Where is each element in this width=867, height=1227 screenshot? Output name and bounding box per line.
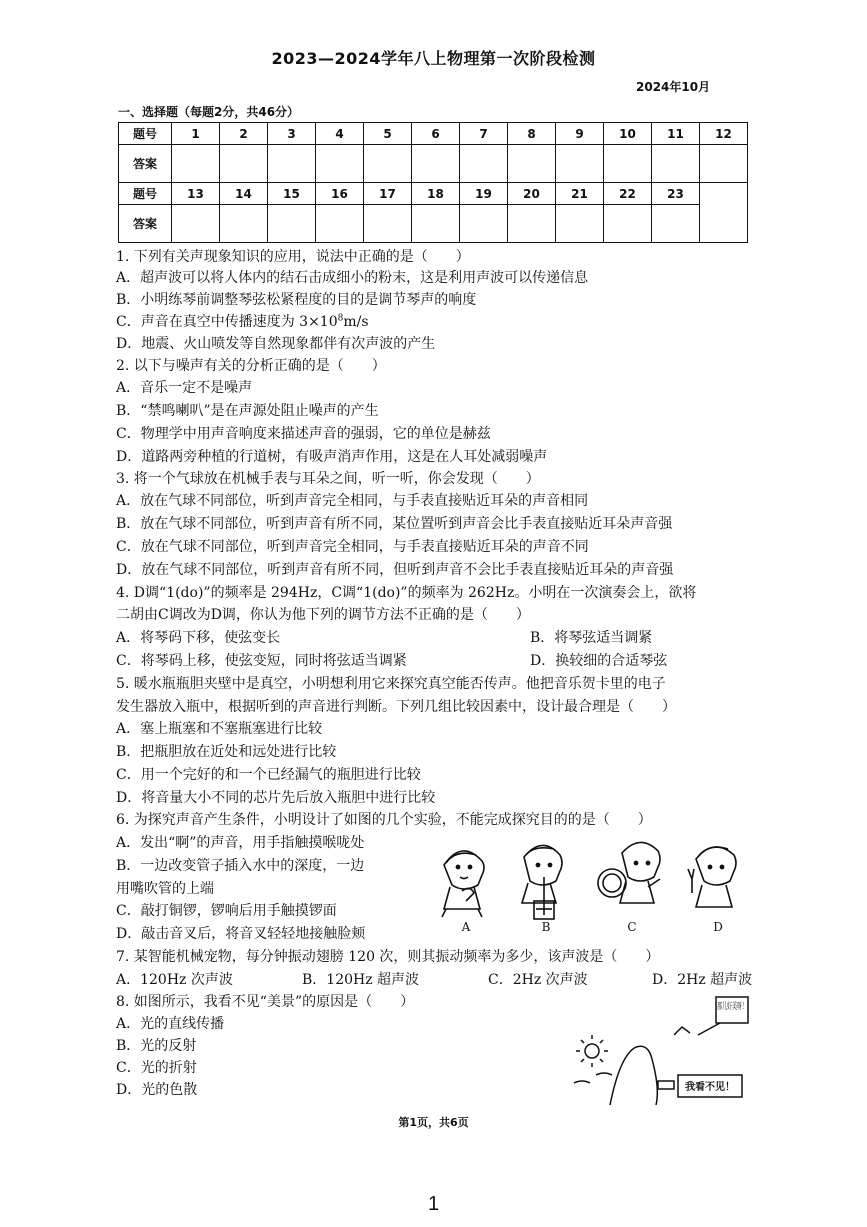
answer-cell[interactable] bbox=[556, 145, 604, 183]
question-stem-cont: 二胡由C调改为D调，你认为他下列的调节方法不正确的是（ ） bbox=[116, 607, 530, 623]
answer-cell[interactable] bbox=[460, 145, 508, 183]
option-c: C．物理学中用声音响度来描述声音的强弱，它的单位是赫兹 bbox=[116, 426, 491, 442]
answer-cell[interactable] bbox=[364, 145, 412, 183]
option-a: A．将琴码下移，使弦变长 bbox=[116, 630, 281, 646]
answer-cell[interactable] bbox=[364, 205, 412, 243]
answer-cell[interactable] bbox=[316, 145, 364, 183]
option-b: B．“禁鸣喇叭”是在声源处阻止噪声的产生 bbox=[116, 403, 379, 419]
option-d: D．光的色散 bbox=[116, 1082, 198, 1098]
option-c bbox=[116, 312, 369, 332]
table-label: 答案 bbox=[119, 205, 172, 243]
exam-date: 2024年10月 bbox=[636, 80, 711, 94]
question-stem: 2. 以下与噪声有关的分析正确的是（ ） bbox=[116, 358, 386, 374]
option-b: B．把瓶胆放在近处和远处进行比较 bbox=[116, 744, 337, 760]
option-b: B．一边改变管子插入水中的深度，一边 bbox=[116, 858, 365, 874]
answer-cell[interactable] bbox=[508, 145, 556, 183]
bubble-text-top: 那儿好美呀！ bbox=[717, 1002, 772, 1012]
figure-label-d: D bbox=[713, 920, 723, 934]
option-b: B．将琴弦适当调紧 bbox=[530, 630, 653, 646]
question-stem: 8. 如图所示，我看不见“美景”的原因是（ ） bbox=[116, 994, 415, 1010]
option-b: B．放在气球不同部位，听到声音有所不同，某位置听到声音会比手表直接贴近耳朵声音强 bbox=[116, 516, 673, 532]
answer-table bbox=[118, 122, 748, 243]
option-c: C．2Hz 次声波 bbox=[488, 972, 588, 988]
empty-cell bbox=[700, 183, 748, 243]
table-cell: 11 bbox=[652, 123, 700, 145]
option-b-cont: 用嘴吹管的上端 bbox=[116, 881, 214, 897]
option-b: B．光的反射 bbox=[116, 1038, 197, 1054]
answer-cell[interactable] bbox=[460, 205, 508, 243]
question-stem-cont: 发生器放入瓶中，根据听到的声音进行判断。下列几组比较因素中，设计最合理是（ ） bbox=[116, 699, 676, 715]
answer-cell[interactable] bbox=[700, 145, 748, 183]
answer-cell[interactable] bbox=[316, 205, 364, 243]
person-bottom bbox=[658, 1081, 674, 1089]
mountain-shape bbox=[610, 1046, 657, 1105]
option-text: C．声音在真空中传播速度为 3×10 bbox=[116, 314, 338, 330]
option-c: C．敲打铜锣，锣响后用手触摸锣面 bbox=[116, 903, 337, 919]
question-stem: 1. 下列有关声现象知识的应用，说法中正确的是（ ） bbox=[116, 249, 470, 265]
table-cell: 18 bbox=[412, 183, 460, 205]
option-a: A．音乐一定不是噪声 bbox=[116, 380, 253, 396]
table-cell: 1 bbox=[172, 123, 220, 145]
answer-cell[interactable] bbox=[652, 145, 700, 183]
water-waves bbox=[574, 1073, 612, 1083]
table-label: 答案 bbox=[119, 145, 172, 183]
question-stem: 7. 某智能机械宠物，每分钟振动翅膀 120 次，则其振动频率为多少，该声波是（ ） bbox=[116, 949, 660, 965]
answer-cell[interactable] bbox=[412, 145, 460, 183]
table-cell: 4 bbox=[316, 123, 364, 145]
option-a: A．超声波可以将人体内的结石击成细小的粉末，这是利用声波可以传递信息 bbox=[116, 270, 589, 286]
option-a: A．放在气球不同部位，听到声音完全相同，与手表直接贴近耳朵的声音相同 bbox=[116, 493, 589, 509]
table-cell: 22 bbox=[604, 183, 652, 205]
table-label: 题号 bbox=[119, 183, 172, 205]
question-stem: 4. D调“1(do)”的频率是 294Hz，C调“1(do)”的频率为 262Hz。小明在一次演奏会上，欲将 bbox=[116, 585, 697, 601]
option-d: D．将音量大小不同的芯片先后放入瓶胆中进行比较 bbox=[116, 790, 436, 806]
option-c: C．光的折射 bbox=[116, 1060, 197, 1076]
option-d: D．换较细的合适琴弦 bbox=[530, 653, 668, 669]
child-d-illustration bbox=[688, 847, 736, 907]
question-stem: 6. 为探究声音产生条件，小明设计了如图的几个实验，不能完成探究目的的是（ ） bbox=[116, 812, 652, 828]
table-cell: 9 bbox=[556, 123, 604, 145]
bubble-text-bottom: 我看不见！ bbox=[685, 1082, 735, 1093]
option-c: C．放在气球不同部位，听到声音完全相同，与手表直接贴近耳朵的声音不同 bbox=[116, 539, 589, 555]
option-a: A．发出“啊”的声音，用手指触摸喉咙处 bbox=[116, 835, 365, 851]
option-a: A．塞上瓶塞和不塞瓶塞进行比较 bbox=[116, 721, 323, 737]
table-cell: 17 bbox=[364, 183, 412, 205]
table-cell: 5 bbox=[364, 123, 412, 145]
option-c: C．用一个完好的和一个已经漏气的瓶胆进行比较 bbox=[116, 767, 421, 783]
option-b: B．小明练琴前调整琴弦松紧程度的目的是调节琴声的响度 bbox=[116, 292, 477, 308]
mountain-figure bbox=[570, 995, 772, 1107]
page-number: 1 bbox=[427, 1193, 440, 1215]
child-c-illustration bbox=[598, 842, 660, 903]
table-cell: 19 bbox=[460, 183, 508, 205]
answer-cell[interactable] bbox=[652, 205, 700, 243]
answer-cell[interactable] bbox=[172, 205, 220, 243]
section-heading: 一、选择题（每题2分，共46分） bbox=[118, 105, 300, 119]
superscript: 8 bbox=[337, 313, 344, 324]
option-d: D．地震、火山喷发等自然现象都伴有次声波的产生 bbox=[116, 336, 436, 352]
table-cell: 13 bbox=[172, 183, 220, 205]
option-d: D．放在气球不同部位，听到声音有所不同，但听到声音不会比手表直接贴近耳朵的声音强 bbox=[116, 562, 674, 578]
table-cell: 10 bbox=[604, 123, 652, 145]
answer-cell[interactable] bbox=[604, 205, 652, 243]
figure-label-c: C bbox=[627, 920, 637, 934]
child-a-illustration bbox=[442, 851, 484, 917]
option-a: A．光的直线传播 bbox=[116, 1016, 225, 1032]
table-cell: 14 bbox=[220, 183, 268, 205]
table-cell: 3 bbox=[268, 123, 316, 145]
table-row bbox=[119, 145, 748, 183]
question-stem: 3. 将一个气球放在机械手表与耳朵之间，听一听，你会发现（ ） bbox=[116, 471, 540, 487]
table-cell: 8 bbox=[508, 123, 556, 145]
option-d: D．道路两旁种植的行道树，有吸声消声作用，这是在人耳处减弱噪声 bbox=[116, 449, 548, 465]
answer-cell[interactable] bbox=[220, 205, 268, 243]
child-b-illustration bbox=[522, 845, 562, 919]
option-unit: m/s bbox=[343, 314, 369, 330]
experiment-figure bbox=[432, 835, 762, 935]
option-a: A．120Hz 次声波 bbox=[116, 972, 233, 988]
table-row bbox=[119, 205, 748, 243]
page-footer: 第1页，共6页 bbox=[398, 1116, 469, 1129]
answer-cell[interactable] bbox=[268, 205, 316, 243]
table-cell: 16 bbox=[316, 183, 364, 205]
answer-cell[interactable] bbox=[508, 205, 556, 243]
person-top bbox=[674, 1027, 690, 1035]
figure-label-b: B bbox=[541, 920, 551, 934]
option-b: B．120Hz 超声波 bbox=[302, 972, 420, 988]
table-cell: 2 bbox=[220, 123, 268, 145]
figure-label-a: A bbox=[461, 920, 471, 934]
table-row bbox=[119, 183, 748, 205]
option-c: C．将琴码上移，使弦变短，同时将弦适当调紧 bbox=[116, 653, 407, 669]
table-cell: 7 bbox=[460, 123, 508, 145]
table-cell: 6 bbox=[412, 123, 460, 145]
answer-cell[interactable] bbox=[220, 145, 268, 183]
table-cell: 12 bbox=[700, 123, 748, 145]
table-row bbox=[119, 123, 748, 145]
option-d: D．2Hz 超声波 bbox=[652, 972, 753, 988]
table-cell: 21 bbox=[556, 183, 604, 205]
answer-cell[interactable] bbox=[172, 145, 220, 183]
table-label: 题号 bbox=[119, 123, 172, 145]
option-d: D．敲击音叉后，将音叉轻轻地接触脸颊 bbox=[116, 926, 366, 942]
answer-cell[interactable] bbox=[604, 145, 652, 183]
sun-icon bbox=[576, 1035, 608, 1067]
question-stem: 5. 暖水瓶瓶胆夹壁中是真空，小明想利用它来探究真空能否传声。他把音乐贺卡里的电子 bbox=[116, 676, 666, 692]
table-cell: 20 bbox=[508, 183, 556, 205]
exam-title: 2023—2024学年八上物理第一次阶段检测 bbox=[271, 49, 596, 68]
answer-cell[interactable] bbox=[412, 205, 460, 243]
answer-cell[interactable] bbox=[268, 145, 316, 183]
table-cell: 15 bbox=[268, 183, 316, 205]
answer-cell[interactable] bbox=[556, 205, 604, 243]
table-cell: 23 bbox=[652, 183, 700, 205]
